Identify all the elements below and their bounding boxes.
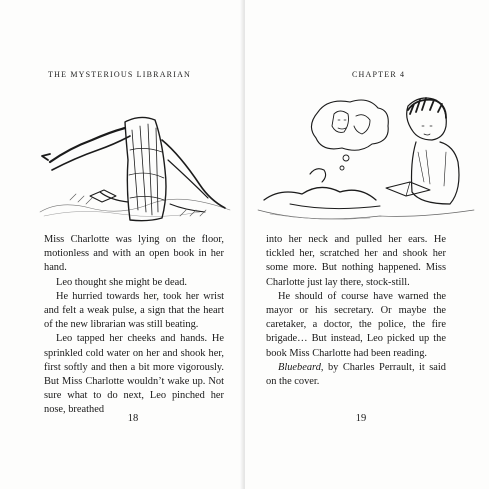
left-page [0, 0, 244, 489]
illustration-collapsed-librarian [30, 100, 240, 230]
paragraph: He should of course have warned the mayor or his secretary. Or maybe the caretaker, a doctor, the police, the fire brigade… But instead, Leo picked up the book Miss Charlotte had been reading. [266, 290, 446, 359]
body-text-left [44, 233, 224, 418]
illustration-boy-reading [250, 92, 480, 232]
paragraph: into her neck and pulled her ears. He tickled her, scratched her and shook her some more. But nothing happened. Miss Charlotte just lay there, stock-still. [266, 234, 446, 288]
running-head-left: THE MYSTERIOUS LIBRARIAN [48, 70, 192, 79]
book-title: Bluebeard [278, 361, 321, 373]
paragraph-final [266, 361, 446, 389]
running-head-right: CHAPTER 4 [352, 70, 406, 79]
paragraph: Miss Charlotte was lying on the floor, motionless and with an open book in her hand. [44, 234, 224, 274]
paragraph: He hurried towards her, took her wrist and felt a weak pulse, a sign that the heart of the new librarian was still beating. [44, 290, 224, 331]
paragraph-rest: , by Charles Perrault, it said on the cover. [266, 361, 446, 388]
page-number-left: 18 [127, 413, 139, 424]
body-text-right [266, 233, 446, 389]
paragraph: Leo tapped her cheeks and hands. He sprinkled cold water on her and shook her, first softly and then a bit more vigorously. But Miss Charlotte wouldn’t wake up. Not sure what to do next, Leo pinched her nose, breathed [44, 333, 224, 416]
paragraph: Leo thought she might be dead. [56, 276, 188, 288]
page-number-right: 19 [355, 413, 367, 424]
right-page [245, 0, 489, 489]
